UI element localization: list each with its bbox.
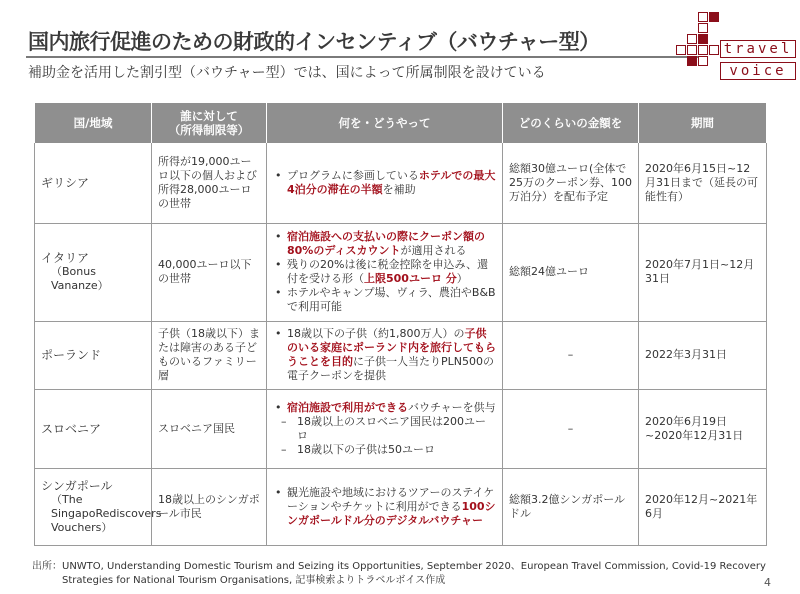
text: を補助 xyxy=(382,182,416,196)
text: 残りの20%は後に税金控除を申込み、還付を受ける形（ xyxy=(287,258,489,285)
cell-who: 18歳以上のシンガポール市民 xyxy=(152,468,267,545)
country-name: スロベニア xyxy=(41,421,102,436)
logo-square xyxy=(698,34,708,44)
logo-square xyxy=(698,23,708,33)
header-amount: どのくらいの金額を xyxy=(503,103,639,143)
cell-period: 2022年3月31日 xyxy=(639,321,767,389)
cell-what xyxy=(267,321,503,389)
cell-amount: 総額24億ユーロ xyxy=(503,223,639,321)
cell-who: 子供（18歳以下）または障害のある子どものいるファミリー層 xyxy=(152,321,267,389)
cell-who: 40,000ユーロ以下の世帯 xyxy=(152,223,267,321)
country-name: シンガポール xyxy=(41,478,113,493)
logo-square xyxy=(676,45,686,55)
text: に子供一人当たりPLN500の電子クーポンを提供 xyxy=(287,355,494,382)
list-item xyxy=(273,486,496,528)
cell-country xyxy=(35,223,152,321)
cell-who: 所得が19,000ユーロ以下の個人および所得28,000ユーロの世帯 xyxy=(152,143,267,223)
country-program-name: （The SingapoRediscovers Vouchers） xyxy=(51,492,162,534)
logo-word-voice: voice xyxy=(720,62,796,80)
table-row xyxy=(35,143,767,223)
page-subtitle: 補助金を活用した割引型（バウチャー型）では、国によって所属制限を設けている xyxy=(28,65,546,81)
logo-square xyxy=(687,34,697,44)
page-number: 4 xyxy=(764,576,771,589)
list-item xyxy=(273,327,496,383)
list-item xyxy=(273,286,496,314)
header-what: 何を・どうやって xyxy=(267,103,503,143)
cell-country xyxy=(35,389,152,468)
cell-what xyxy=(267,389,503,468)
logo-square xyxy=(709,12,719,22)
list-item xyxy=(273,401,496,415)
header-period: 期間 xyxy=(639,103,767,143)
cell-amount: – xyxy=(503,389,639,468)
logo-square xyxy=(698,56,708,66)
cell-period: 2020年6月19日~2020年12月31日 xyxy=(639,389,767,468)
highlight-text: 上限500ユーロ 分 xyxy=(364,272,457,285)
table-row xyxy=(35,321,767,389)
highlight-text: 宿泊施設で利用ができる xyxy=(287,400,408,414)
country-name: ポーランド xyxy=(41,348,102,362)
list-item xyxy=(273,258,496,286)
header-who-line1: 誰に対して xyxy=(180,109,238,123)
highlight-text: 100シンガポールドル分のデジタルバウチャー xyxy=(287,499,496,527)
title-underline xyxy=(26,56,704,58)
text: が適用される xyxy=(400,244,467,257)
cell-what xyxy=(267,223,503,321)
cell-what xyxy=(267,468,503,545)
text: 18歳以下の子供（約1,800万人）の xyxy=(287,327,465,340)
text: プログラムに参画している xyxy=(287,168,419,182)
country-program-name: （Bonus Vananze） xyxy=(51,265,109,292)
logo-word-travel: travel xyxy=(720,40,796,58)
page-title: 国内旅行促進のための財政的インセンティブ（バウチャー型） xyxy=(28,30,600,54)
cell-amount: 総額30億ユーロ(全体で25万のクーポン券、100万泊分）を配布予定 xyxy=(503,143,639,223)
table-row xyxy=(35,468,767,545)
list-item xyxy=(273,230,496,258)
text: ホテルやキャンプ場、ヴィラ、農泊やB&Bで利用可能 xyxy=(287,286,496,313)
cell-period: 2020年7月1日~12月31日 xyxy=(639,223,767,321)
country-name: イタリア xyxy=(41,251,90,265)
country-name: ギリシア xyxy=(41,175,90,190)
table-header-row xyxy=(35,103,767,143)
incentive-table xyxy=(34,103,767,546)
list-item xyxy=(273,169,496,197)
highlight-text: ホテルでの最大4泊分の滞在の半額 xyxy=(287,168,496,196)
logo-square xyxy=(698,12,708,22)
source-line-1: 出所：UNWTO, Understanding Domestic Tourism and Seizing its Opportunities, September 2020、European Travel Commission, Covid-19 Recovery xyxy=(32,561,766,572)
header-who-line2: （所得制限等） xyxy=(168,123,250,137)
cell-amount: 総額3.2億シンガポールドル xyxy=(503,468,639,545)
table-row xyxy=(35,389,767,468)
logo-square xyxy=(687,45,697,55)
source-line-2: Strategies for National Tourism Organisations, 記事検索よりトラベルボイス作成 xyxy=(62,575,446,586)
cell-what xyxy=(267,143,503,223)
logo-square xyxy=(698,45,708,55)
text: バウチャーを供与 xyxy=(408,400,496,414)
text: 観光施設や地域におけるツアーのステイケーションやチケットに利用ができる xyxy=(287,485,495,513)
cell-country xyxy=(35,468,162,545)
sub-list-item: – 18歳以下の子供は50ユーロ xyxy=(273,443,496,457)
highlight-text: 子供のいる家庭にポーランド内を旅行してもらうことを目的 xyxy=(287,327,496,368)
header-who xyxy=(152,103,267,143)
cell-period: 2020年6月15日~12月31日まで（延長の可能性有） xyxy=(639,143,767,223)
cell-who: スロベニア国民 xyxy=(152,389,267,468)
cell-amount: – xyxy=(503,321,639,389)
logo-square xyxy=(709,45,719,55)
logo-square xyxy=(687,56,697,66)
sub-list-item: – 18歳以上のスロベニア国民は200ユーロ xyxy=(273,415,496,443)
highlight-text: 宿泊施設への支払いの際にクーポン額の80%のディスカウント xyxy=(287,230,485,257)
travel-voice-logo xyxy=(676,10,800,88)
source-note xyxy=(32,560,772,588)
cell-country xyxy=(35,321,152,389)
header-country: 国/地域 xyxy=(35,103,152,143)
text: ） xyxy=(456,272,468,285)
cell-period: 2020年12月~2021年6月 xyxy=(639,468,767,545)
cell-country xyxy=(35,143,152,223)
table-row xyxy=(35,223,767,321)
